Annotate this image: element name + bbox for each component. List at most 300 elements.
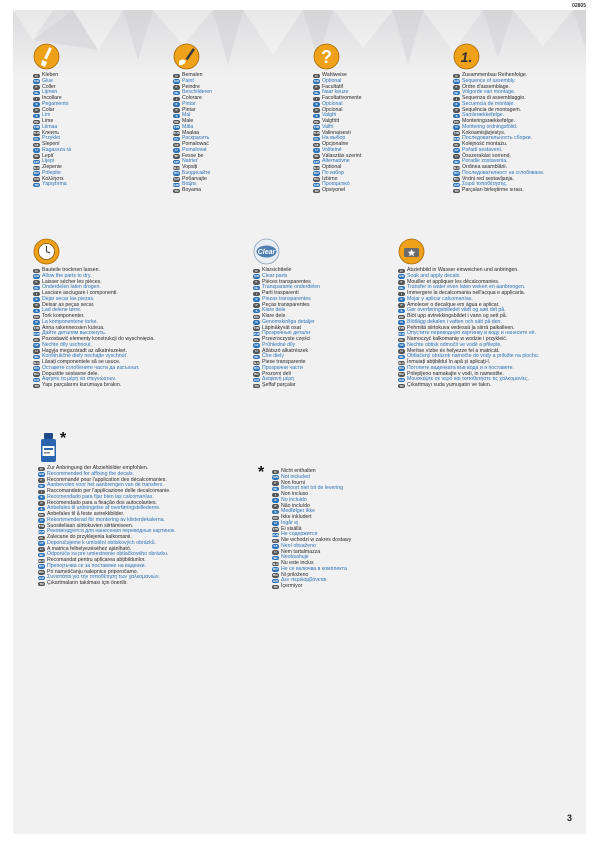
language-text: Not included (281, 473, 310, 480)
language-text: Lijmen (42, 89, 58, 96)
document-code: 02805 (572, 3, 586, 9)
language-text: Препоръчва се за поставяне на ваденки. (47, 562, 147, 569)
language-text: Recomendado para fijar bien las calcomanías. (47, 493, 154, 500)
language-text: Lad delene tørre. (42, 307, 82, 314)
paint-brush-icon (173, 43, 212, 70)
language-text: Anna rakenneosien kuivua. (42, 324, 105, 331)
language-code-badge: PL (174, 136, 179, 141)
language-text: Volgorde van montage. (462, 89, 516, 96)
language-text: Választás szerint (322, 152, 362, 159)
language-text: Není obsaženo (281, 542, 316, 549)
language-text: Çıkartmayı suda yumuşatın ve takın. (407, 382, 492, 388)
language-text: Transparante onderdelen (262, 284, 321, 291)
glue-lines (33, 73, 71, 188)
language-code-badge: RUS (272, 532, 279, 537)
language-code-badge: S (398, 309, 405, 313)
language-text: Beschilderen (182, 89, 212, 96)
language-code-badge: PL (399, 337, 404, 342)
language-code-badge: BG (34, 372, 39, 377)
language-code-badge: CZ (39, 541, 44, 546)
language-code-badge: D (33, 269, 40, 273)
language-code-badge: D (173, 74, 180, 78)
language-line (272, 584, 351, 590)
language-text: Neobsahuje (281, 554, 309, 561)
language-code-badge: SK (454, 159, 459, 164)
language-code-badge: F (38, 478, 45, 482)
language-code-badge: DK (174, 119, 179, 124)
language-text: Κολλήστε (42, 175, 64, 182)
clear-icon-text: Clear (257, 249, 276, 256)
language-code-badge: RUS (38, 529, 45, 534)
language-code-badge: GB (254, 274, 259, 279)
language-code-badge: E (453, 102, 460, 106)
language-text: Colorare (182, 95, 202, 101)
language-code-badge: GB (174, 79, 179, 84)
language-code-badge: RUS (453, 136, 460, 141)
language-text: Non fourni (281, 479, 305, 486)
language-code-badge: TR (273, 584, 278, 589)
language-text: Опустите переводную картинку в воду и нанесите её. (407, 330, 537, 337)
language-text: По избор (322, 169, 345, 176)
language-code-badge: HR (314, 159, 319, 164)
symbol-card-decal-softener (38, 430, 176, 587)
language-code-badge: H (253, 349, 260, 353)
clear-lines (253, 268, 320, 389)
language-text: Не се включва в комплекта (281, 565, 347, 572)
language-code-badge: I (253, 292, 260, 296)
language-text: Lim (42, 112, 51, 119)
language-code-badge: F (173, 85, 180, 89)
language-code-badge: FIN (273, 527, 278, 532)
language-text: Doporučujeme k umístění obtiskových obrázků. (47, 539, 156, 546)
language-code-badge: FIN (254, 326, 259, 331)
language-text: Потопете ваденката във вода и я поставете. (407, 364, 515, 371)
asterisk-icon: * (60, 430, 67, 447)
language-code-badge: RUS (398, 331, 405, 336)
language-text: Δεν περιλαμβάνεται (281, 577, 327, 584)
language-code-badge: TR (34, 383, 39, 388)
language-text: Läpinäkyvät osat (262, 324, 301, 331)
language-text: Coller (42, 83, 56, 90)
language-code-badge: E (272, 498, 279, 502)
language-text: Pièces transparentes (262, 278, 311, 285)
language-code-badge: I (272, 493, 279, 497)
language-code-badge: GR (34, 377, 39, 382)
language-line (33, 182, 71, 188)
language-code-badge: E (33, 297, 40, 301)
page-number: 3 (567, 813, 573, 823)
language-code-badge: BG (273, 573, 278, 578)
language-code-badge: NL (34, 90, 39, 95)
language-text: Anbefales til å feste avtrekkbilder. (47, 511, 125, 517)
language-code-badge: H (398, 349, 405, 353)
language-text: Montering ordningsfölid. (462, 123, 518, 130)
language-code-badge: HR (174, 159, 179, 164)
language-text: Mãla (182, 123, 194, 130)
language-code-badge: SLO (453, 165, 460, 170)
symbol-card-clear (253, 238, 320, 389)
language-text: Раскрасить (182, 135, 210, 142)
language-text: Дайте деталям высохнуть. (42, 330, 107, 337)
language-text: Pozostawić elementy konstrukcji do wyschnięcia. (42, 336, 155, 342)
language-code-badge: PL (454, 142, 459, 147)
language-text: Izbirno (322, 175, 338, 182)
language-code-badge: TR (254, 383, 259, 388)
language-text: Boyama (182, 187, 202, 193)
language-code-badge: GB (34, 79, 39, 84)
language-text: Nechte obtisk odmočit ve vodě a přilepte. (407, 341, 502, 348)
language-code-badge: GB (314, 79, 319, 84)
language-code-badge: H (272, 550, 279, 554)
language-text: Facultatif (322, 83, 344, 90)
language-code-badge: D (398, 269, 405, 273)
language-code-badge: D (33, 74, 40, 78)
language-text: Nem tartalmazza (281, 548, 321, 555)
language-line (398, 383, 539, 389)
language-code-badge: SK (399, 354, 404, 359)
language-code-badge: S (33, 309, 40, 313)
language-text: На выбор (322, 135, 346, 142)
language-code-badge: RO (273, 567, 278, 572)
language-code-badge: SK (314, 154, 319, 159)
paint-lines (173, 73, 212, 194)
language-text: Lasciare asciugare i componenti. (42, 290, 118, 296)
language-code-badge: CZ (34, 343, 39, 348)
language-text: Parçaları birleştirme sırası. (462, 187, 524, 193)
language-text: Piese transparente (262, 359, 306, 365)
language-text: Immergere la decalcomania nell'acqua e applicarla. (407, 290, 526, 296)
language-code-badge: GR (454, 182, 459, 187)
language-text: Tork komponenter. (42, 313, 85, 319)
language-text: Kleben (42, 72, 59, 78)
language-code-badge: NL (273, 486, 278, 491)
language-text: Laisser sécher les pièces. (42, 278, 102, 285)
language-code-badge: RO (454, 171, 459, 176)
language-text: Σειρά τοποθέτησης. (462, 181, 508, 188)
language-text: Hagyja megszáradt az alkatrészeket. (42, 347, 128, 354)
language-code-badge: SLO (272, 561, 279, 566)
language-text: Βάψτε (182, 181, 197, 188)
language-code-badge: P (33, 108, 40, 112)
language-code-badge: E (173, 102, 180, 106)
language-text: Merítse vízbe és helyezze fel a matricát. (407, 347, 500, 354)
language-code-badge: F (272, 481, 279, 485)
language-text: Fesse be (182, 152, 204, 159)
language-code-badge: GR (399, 377, 404, 382)
language-line (33, 383, 155, 389)
language-text: Ikke inkludert (281, 514, 312, 520)
language-text: Последовательность сборки. (462, 135, 532, 142)
language-code-badge: H (173, 148, 180, 152)
language-text: Prozorni deli (262, 370, 291, 377)
language-code-badge: F (33, 85, 40, 89)
language-code-badge: NL (39, 483, 44, 488)
language-code-badge: SLO (253, 360, 260, 365)
language-code-badge: D (253, 269, 260, 273)
language-code-badge: FIN (174, 125, 179, 130)
language-code-badge: GR (273, 578, 278, 583)
language-text: Pri nameščanju nalepnice priporočamo. (47, 568, 139, 575)
language-text: Natrieť (182, 158, 198, 165)
language-text: Allow the parts to dry. (42, 272, 92, 279)
language-text: Parti trasparenti (262, 290, 299, 296)
language-code-badge: RO (174, 171, 179, 176)
asterisk-icon: * (258, 464, 265, 481)
language-code-badge: SK (273, 555, 278, 560)
language-code-badge: GR2 (173, 182, 180, 187)
language-text: Maalaa (182, 129, 200, 136)
language-text: Optional (322, 77, 342, 84)
language-text: Pomalovat (182, 146, 207, 153)
language-text: Paint (182, 77, 194, 84)
language-code-badge: PL (314, 136, 319, 141)
language-code-badge: N (33, 320, 40, 324)
language-code-badge: BG (399, 372, 404, 377)
language-code-badge: SLO (33, 360, 40, 365)
language-text: Συνιστάται για την τοποθέτηση των χαλκομανιών. (47, 574, 160, 581)
language-code-badge: P (272, 504, 279, 508)
language-text: Рекомендуется для нанесения переводных картинок. (47, 528, 176, 535)
language-code-badge: DK (273, 515, 278, 520)
language-text: Nu este inclus (281, 560, 314, 566)
language-text: Valgfritt (322, 118, 340, 124)
language-code-badge: PL (39, 535, 44, 540)
language-text: Naar keuze (322, 89, 349, 96)
language-code-badge: P (173, 108, 180, 112)
language-text: Ordre d'assemblage. (462, 83, 510, 90)
language-code-badge: BG (454, 177, 459, 182)
language-text: Volitelné (322, 146, 342, 153)
language-text: Prilepite (42, 169, 61, 176)
not-included-lines (272, 469, 351, 590)
language-code-badge: SLO (38, 558, 45, 563)
language-code-badge: CZ (254, 343, 259, 348)
language-code-badge: BG (254, 372, 259, 377)
language-code-badge: I (453, 97, 460, 101)
language-text: Konštrukčné diely nechajte vyschnúť. (42, 353, 128, 360)
language-text: Deixar as peças secar. (42, 301, 95, 308)
language-text: Amolecer o decalque em água e aplicar. (407, 301, 500, 308)
language-code-badge: SK (254, 354, 259, 359)
language-code-badge: FIN (39, 524, 44, 529)
language-code-badge: NL (34, 285, 39, 290)
language-text: Sequenza di assemblaggio. (462, 95, 526, 101)
language-text: Zur Anbringung der Abziehbilder empfohlen. (47, 465, 149, 471)
language-text: Pintar (182, 100, 196, 107)
language-text: Namoczyć kalkomanię w wodzie i przykleić. (407, 336, 508, 342)
language-code-badge: I (38, 490, 45, 494)
language-code-badge: GB (454, 79, 459, 84)
language-text: Recommandé pour l'application des décalcomanies. (47, 476, 167, 483)
language-text: Bauteile trocknen lassen. (42, 267, 100, 273)
language-code-badge: F (453, 85, 460, 89)
language-code-badge: BG (39, 570, 44, 575)
language-text: Optional (322, 164, 342, 170)
language-code-badge: SK (174, 154, 179, 159)
sequence-icon-text: 1. (460, 49, 473, 65)
language-text: Liimaa (42, 123, 58, 130)
language-code-badge: NL (399, 285, 404, 290)
language-code-badge: TR (399, 383, 404, 388)
language-code-badge: BG (314, 177, 319, 182)
language-text: Pomalować (182, 141, 209, 147)
language-text: Kolejność montażu. (462, 141, 508, 147)
language-code-badge: CZ (314, 142, 319, 147)
language-code-badge: D (38, 467, 45, 471)
language-text: Poradie zostavenia. (462, 158, 508, 165)
symbol-card-dry (33, 238, 155, 389)
language-line (313, 188, 362, 194)
language-text: Vrstni red sestavljanja. (462, 175, 514, 182)
symbol-card-glue (33, 43, 71, 188)
language-code-badge: PL (254, 337, 259, 342)
language-code-badge: N (398, 320, 405, 324)
language-text: Клеить (42, 129, 59, 136)
language-code-badge: FIN (454, 131, 459, 136)
language-code-badge: RUS (33, 131, 40, 136)
language-text: Αφήστε τα μέρη να στεγνώσουν. (42, 376, 117, 383)
language-text: Nechte díly uschnout. (42, 341, 92, 348)
language-text: Non incluso (281, 491, 309, 497)
language-text: Valfri (322, 123, 334, 130)
clock-icon (33, 238, 155, 265)
sequence-lines (453, 73, 545, 194)
language-code-badge: DK (34, 119, 39, 124)
language-code-badge: E (33, 102, 40, 106)
language-code-badge: I (33, 97, 40, 101)
language-code-badge: GR (254, 377, 259, 382)
language-code-badge: RUS (33, 331, 40, 336)
svg-text:?: ? (321, 47, 332, 67)
language-text: Klare dele (262, 313, 286, 319)
language-code-badge: P (313, 108, 320, 112)
language-line (253, 383, 320, 389)
language-code-badge: SLO (398, 360, 405, 365)
language-code-badge: S (38, 507, 45, 511)
language-code-badge: N (272, 521, 279, 525)
language-text: Pořadí sestavení. (462, 146, 503, 153)
language-code-badge: GR (174, 177, 179, 182)
language-text: Ordinea asamblării. (462, 164, 507, 170)
language-text: Blöt upp avtrekkingsbildet i vann og sett på. (407, 313, 508, 319)
language-code-badge: N (453, 125, 460, 129)
language-code-badge: TR (39, 581, 44, 586)
language-code-badge: F (313, 85, 320, 89)
language-code-badge: DK (254, 314, 259, 319)
language-code-badge: TR (174, 188, 179, 193)
language-text: Прозрачные детали (262, 330, 310, 337)
language-code-badge: DK (34, 314, 39, 319)
language-code-badge: GR (39, 575, 44, 580)
language-text: Číre diely (262, 353, 284, 360)
language-code-badge: D (313, 74, 320, 78)
decal-softener-lines (38, 466, 176, 587)
symbol-card-optional (313, 43, 362, 194)
language-text: Ei sisällä (281, 525, 302, 532)
language-code-badge: F (33, 280, 40, 284)
language-code-badge: SK (34, 154, 39, 159)
question-mark-icon (313, 43, 362, 70)
language-text: Monteringsrækkefølge. (462, 118, 516, 124)
language-code-badge: PL (273, 538, 278, 543)
language-text: Dopustite sestavne dele. (42, 370, 99, 377)
language-code-badge: CZ (399, 343, 404, 348)
language-code-badge: E (38, 495, 45, 499)
language-text: Opcjonalne (322, 141, 349, 147)
language-code-badge: I (33, 292, 40, 296)
language-code-badge: H (33, 148, 40, 152)
language-code-badge: DK (39, 512, 44, 517)
language-text: Raccomandato per l'applicazione delle decalcomanie. (47, 488, 171, 494)
decal-softener-bottle-icon (38, 430, 176, 463)
language-text: Przyklei (42, 135, 61, 142)
language-code-badge: RO (34, 366, 39, 371)
language-text: Sequência de montagem. (462, 106, 522, 113)
language-text: Προαιρετικό (322, 181, 350, 188)
language-code-badge: TR (34, 182, 39, 187)
language-text: Lime (42, 118, 54, 124)
language-code-badge: DK (399, 314, 404, 319)
clear-parts-icon (253, 238, 320, 265)
language-code-badge: CZ (34, 142, 39, 147)
language-code-badge: GB (34, 274, 39, 279)
language-text: Nie wchodzi w zakres dostawy (281, 537, 352, 543)
language-text: Sequence of assembly. (462, 77, 516, 84)
language-code-badge: RO (399, 366, 404, 371)
language-text: İçermiyor (281, 583, 303, 589)
language-text: Glue (42, 77, 53, 84)
language-text: Poбarvajte (182, 175, 207, 182)
language-text: Piezas transparentes (262, 295, 311, 302)
decals-lines (398, 268, 539, 389)
language-text: Przezroczyste części (262, 336, 311, 342)
symbol-card-sequence (453, 43, 545, 194)
language-text: Valinnaisesti (322, 129, 351, 136)
language-text: Прозрачни части (262, 364, 303, 371)
symbol-card-paint (173, 43, 212, 194)
language-text: Ragassza rá (42, 146, 72, 153)
language-text: Klarsichtteile (262, 267, 292, 273)
language-code-badge: N (38, 518, 45, 522)
language-text: Ingår ej (281, 519, 299, 526)
language-text: A matrica felhelyezéséhez ajánlható. (47, 545, 132, 552)
language-text: Gør overføringsbilledet vådt og sæt det på. (407, 307, 506, 314)
language-code-badge: S (33, 114, 40, 118)
language-text: Последователност на сглобяване. (462, 169, 545, 176)
language-text: Incollare (42, 95, 62, 101)
language-code-badge: D (272, 470, 279, 474)
decal-soak-icon (398, 238, 539, 265)
language-text: Valgfri (322, 112, 337, 119)
language-text: Μουσκέψτε σε νερό και τοποθετήστε τις χαλκομανίες. (407, 376, 529, 383)
language-text: Înmuiați abțibildul în apă și aplicați-l. (407, 359, 491, 365)
language-text: Facoltativomente (322, 95, 362, 101)
language-code-badge: TR (454, 188, 459, 193)
language-text: Recomendado para a fixação dos autocolantes. (47, 499, 157, 506)
language-text: Genomskinliga detaljer (262, 318, 315, 325)
language-text: Lepiť (42, 152, 54, 159)
language-text: Pehmitä siirtokuva vedessä ja siirrä paikalleen. (407, 324, 515, 331)
language-code-badge: NL (454, 90, 459, 95)
language-text: No incluido (281, 496, 307, 503)
language-code-badge: P (33, 303, 40, 307)
language-text: Оставете сглобените части да изсъхнат. (42, 364, 140, 371)
language-text: Yapı parçalarını kurumaya bırakın. (42, 382, 122, 388)
language-code-badge: E (398, 297, 405, 301)
language-code-badge: SLO (33, 165, 40, 170)
language-code-badge: P (38, 501, 45, 505)
language-text: Wahlweise (322, 72, 347, 78)
